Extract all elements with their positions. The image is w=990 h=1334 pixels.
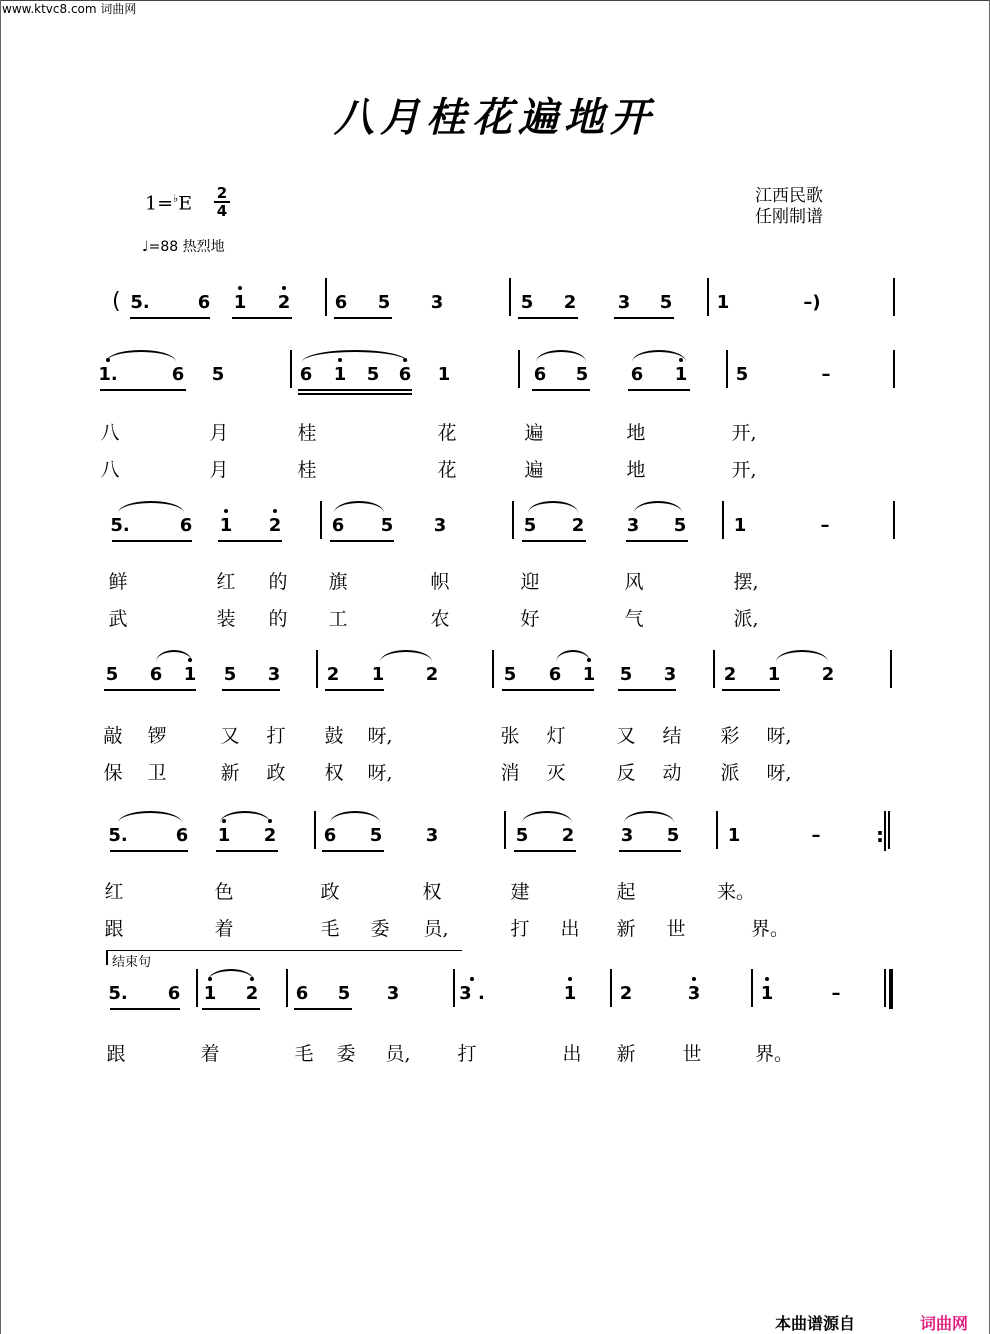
lyric-char: 保: [103, 762, 123, 784]
lyric-char: 鲜: [108, 571, 128, 593]
bar-line: [196, 969, 198, 1007]
note: 2: [277, 292, 291, 313]
slur: [334, 501, 384, 513]
arranger-label: 任刚制谱: [755, 207, 823, 227]
note: 1: [371, 664, 385, 685]
repeat-sign: :: [876, 823, 884, 847]
lyric-char: 开,: [731, 459, 757, 481]
lyric-char: 鼓: [324, 725, 344, 747]
bar-line: [453, 969, 455, 1007]
beam-underline: [618, 689, 676, 691]
note: 6: [323, 825, 337, 846]
note: 1: [727, 825, 741, 846]
lyric-char: 锣: [147, 725, 167, 747]
note: 5: [211, 364, 225, 385]
lyric-char: 跟: [104, 918, 124, 940]
beam-underline: [722, 689, 780, 691]
high-octave-dot: [765, 977, 769, 981]
lyric-char: 开,: [731, 422, 757, 444]
beam-underline: [325, 689, 384, 691]
lyric-char: 月: [209, 422, 229, 444]
lyric-char: 月: [209, 459, 229, 481]
high-octave-dot: [282, 286, 286, 290]
lyric-char: 毛: [294, 1043, 314, 1065]
tempo-marking: ♩=88 热烈地: [142, 239, 225, 255]
left-border: [0, 0, 1, 1334]
lyric-char: 地: [626, 459, 646, 481]
lyric-char: 建: [510, 881, 530, 903]
beam-underline: [298, 393, 412, 395]
slur: [624, 811, 674, 823]
note: 6: [179, 515, 193, 536]
bar-line: [518, 350, 520, 388]
beam-underline: [532, 389, 590, 391]
note: 3: [386, 983, 400, 1004]
note: 5: [575, 364, 589, 385]
slur: [632, 350, 686, 362]
beam-underline: [322, 850, 384, 852]
lyric-char: 武: [108, 608, 128, 630]
note: 2: [263, 825, 277, 846]
note: 1: [563, 983, 577, 1004]
note: 3: [620, 825, 634, 846]
lyric-char: 红: [104, 881, 124, 903]
lyric-char: 结: [662, 725, 682, 747]
beam-underline: [232, 317, 292, 319]
bar-line: [884, 969, 886, 1007]
ending-label: 结束句: [112, 955, 152, 970]
bar-line: [726, 350, 728, 388]
key-signature: 1=♭E: [145, 192, 193, 215]
lyric-char: 工: [328, 608, 348, 630]
footer-source: 本曲谱源自: [775, 1314, 856, 1333]
note: 5: [673, 515, 687, 536]
note: 6: [630, 364, 644, 385]
lyric-char: 反: [616, 762, 636, 784]
slur: [220, 811, 270, 823]
lyric-char: 敲: [103, 725, 123, 747]
slur: [528, 501, 578, 513]
lyric-char: 政: [266, 762, 286, 784]
beam-underline: [334, 317, 392, 319]
lyric-char: 派: [720, 762, 740, 784]
footer-brand: 词曲网: [920, 1314, 969, 1333]
note: 6: [548, 664, 562, 685]
high-octave-dot: [273, 509, 277, 513]
beam-underline: [148, 689, 196, 691]
note: 6: [197, 292, 211, 313]
lyric-char: 世: [682, 1043, 702, 1065]
bar-line: [504, 811, 506, 849]
top-border: [0, 0, 990, 1]
lyric-char: 委: [370, 918, 390, 940]
note: 5: [369, 825, 383, 846]
high-octave-dot: [470, 977, 474, 981]
note: 6: [175, 825, 189, 846]
lyric-char: 界。: [750, 918, 790, 940]
note: 2: [245, 983, 259, 1004]
beam-underline: [216, 850, 278, 852]
note: 6: [533, 364, 547, 385]
high-octave-dot: [238, 286, 242, 290]
note: 5: [105, 664, 119, 685]
beam-underline: [614, 317, 674, 319]
lyric-char: 新: [220, 762, 240, 784]
high-octave-dot: [692, 977, 696, 981]
note: –: [820, 515, 830, 536]
ending-bracket: [106, 950, 462, 965]
slur: [208, 969, 254, 981]
lyric-char: 呀,: [367, 762, 393, 784]
beam-underline: [110, 1008, 180, 1010]
bar-line: [890, 650, 892, 688]
lyric-char: 新: [616, 918, 636, 940]
slur: [106, 350, 176, 362]
bar-line: [893, 501, 895, 539]
lyric-char: 地: [626, 422, 646, 444]
note: 1: [203, 983, 217, 1004]
lyric-char: 卫: [147, 762, 167, 784]
lyric-char: 员,: [385, 1043, 411, 1065]
note: 3: [425, 825, 439, 846]
note: 1: [437, 364, 451, 385]
note: 6: [171, 364, 185, 385]
lyric-char: 帜: [430, 571, 450, 593]
note: 3: [663, 664, 677, 685]
lyric-char: 八: [100, 422, 120, 444]
beam-underline: [112, 540, 192, 542]
bar-line: [888, 811, 890, 849]
slur: [330, 811, 380, 823]
lyric-char: 派,: [733, 608, 759, 630]
beam-underline: [130, 317, 210, 319]
note: 1: [733, 515, 747, 536]
lyric-char: 迎: [520, 571, 540, 593]
note: 1: [582, 664, 596, 685]
note: 6: [299, 364, 313, 385]
note: –: [821, 364, 831, 385]
lyric-char: 灭: [546, 762, 566, 784]
lyric-char: 红: [216, 571, 236, 593]
lyric-char: 政: [320, 881, 340, 903]
note: 5: [503, 664, 517, 685]
bar-line: [893, 278, 895, 316]
lyric-char: 打: [457, 1043, 477, 1065]
note: 2: [561, 825, 575, 846]
lyric-char: 桂: [297, 459, 317, 481]
slur: [118, 811, 182, 823]
note: 5.: [110, 515, 130, 536]
beam-underline: [619, 850, 681, 852]
lyric-char: 来。: [716, 881, 756, 903]
note: 1: [767, 664, 781, 685]
note: 2: [619, 983, 633, 1004]
lyric-char: 的: [268, 608, 288, 630]
lyric-char: 八: [100, 459, 120, 481]
open-paren: (: [112, 289, 121, 314]
page-title: 八月桂花遍地开: [334, 94, 656, 141]
slur: [522, 811, 572, 823]
note: 1: [183, 664, 197, 685]
note: 1: [716, 292, 730, 313]
note: 3: [617, 292, 631, 313]
lyric-char: 出: [562, 1043, 582, 1065]
lyric-char: 又: [220, 725, 240, 747]
lyric-char: 消: [500, 762, 520, 784]
genre-label: 江西民歌: [755, 186, 823, 206]
note: 5: [377, 292, 391, 313]
bar-line: [512, 501, 514, 539]
lyric-char: 旗: [328, 571, 348, 593]
note: 1.: [98, 364, 118, 385]
slur: [156, 650, 192, 662]
slur: [536, 350, 586, 362]
bar-line: [893, 350, 895, 388]
note: 2: [821, 664, 835, 685]
high-octave-dot: [224, 509, 228, 513]
beam-underline: [518, 317, 578, 319]
note: 5: [659, 292, 673, 313]
lyric-char: 界。: [754, 1043, 794, 1065]
note: 2: [268, 515, 282, 536]
note: 5: [619, 664, 633, 685]
lyric-char: 气: [624, 608, 644, 630]
lyric-char: 农: [430, 608, 450, 630]
note: –): [803, 292, 821, 313]
final-bar-thick: [889, 969, 893, 1009]
note: 5: [366, 364, 380, 385]
credits: [755, 186, 823, 228]
high-octave-dot: [568, 977, 572, 981]
note: 5: [523, 515, 537, 536]
lyric-char: 着: [200, 1043, 220, 1065]
beam-underline: [100, 389, 186, 391]
lyric-char: 装: [216, 608, 236, 630]
beam-underline: [222, 689, 280, 691]
beam-underline: [298, 389, 412, 391]
note: 2: [563, 292, 577, 313]
note: 1: [674, 364, 688, 385]
note: 2: [571, 515, 585, 536]
lyric-char: 打: [266, 725, 286, 747]
lyric-char: 彩: [720, 725, 740, 747]
lyric-char: 摆,: [733, 571, 759, 593]
lyric-char: 着: [214, 918, 234, 940]
lyric-char: 风: [624, 571, 644, 593]
bar-line: [716, 811, 718, 849]
lyric-char: 的: [268, 571, 288, 593]
slur: [776, 650, 828, 662]
lyric-char: 员,: [423, 918, 449, 940]
beam-underline: [628, 389, 690, 391]
bar-line: [751, 969, 753, 1007]
slur: [380, 650, 432, 662]
slur: [556, 650, 590, 662]
note: 3: [267, 664, 281, 685]
beam-underline: [330, 540, 394, 542]
note: 5: [223, 664, 237, 685]
note: 6: [398, 364, 412, 385]
bar-line: [325, 278, 327, 316]
note: 5: [380, 515, 394, 536]
note: 3 .: [459, 983, 485, 1004]
lyric-char: 呀,: [367, 725, 393, 747]
note: 1: [760, 983, 774, 1004]
note: 1: [333, 364, 347, 385]
bar-line: [713, 650, 715, 688]
note: 2: [326, 664, 340, 685]
beam-underline: [202, 1008, 260, 1010]
bar-line: [316, 650, 318, 688]
bar-line: [722, 501, 724, 539]
note: 5.: [130, 292, 150, 313]
note: –: [831, 983, 841, 1004]
note: 5: [520, 292, 534, 313]
note: 1: [217, 825, 231, 846]
note: 5.: [108, 983, 128, 1004]
lyric-char: 动: [662, 762, 682, 784]
bar-line: [610, 969, 612, 1007]
lyric-char: 打: [510, 918, 530, 940]
lyric-char: 遍: [524, 459, 544, 481]
note: 6: [334, 292, 348, 313]
beam-underline: [626, 540, 688, 542]
note: 3: [430, 292, 444, 313]
lyric-char: 呀,: [766, 762, 792, 784]
lyric-char: 张: [500, 725, 520, 747]
beam-underline: [294, 1008, 352, 1010]
note: 2: [723, 664, 737, 685]
note: –: [811, 825, 821, 846]
note: 6: [167, 983, 181, 1004]
lyric-char: 桂: [297, 422, 317, 444]
lyric-char: 毛: [320, 918, 340, 940]
slur: [302, 350, 408, 362]
note: 2: [425, 664, 439, 685]
lyric-char: 新: [616, 1043, 636, 1065]
note: 6: [295, 983, 309, 1004]
time-signature: 2 4: [214, 186, 230, 218]
beam-underline: [110, 850, 188, 852]
lyric-char: 权: [422, 881, 442, 903]
bar-line: [314, 811, 316, 849]
note: 3: [433, 515, 447, 536]
lyric-char: 起: [616, 881, 636, 903]
note: 1: [219, 515, 233, 536]
note: 3: [687, 983, 701, 1004]
lyric-char: 世: [666, 918, 686, 940]
beam-underline: [514, 850, 576, 852]
note: 5: [337, 983, 351, 1004]
lyric-char: 色: [214, 881, 234, 903]
note: 6: [149, 664, 163, 685]
bar-line: [509, 278, 511, 316]
bar-line: [286, 969, 288, 1007]
lyric-char: 花: [437, 422, 457, 444]
note: 3: [626, 515, 640, 536]
slur: [634, 501, 682, 513]
note: 5: [735, 364, 749, 385]
note: 5: [666, 825, 680, 846]
slur: [118, 501, 184, 513]
lyric-char: 花: [437, 459, 457, 481]
bar-line: [290, 350, 292, 388]
lyric-char: 又: [616, 725, 636, 747]
note: 5: [515, 825, 529, 846]
beam-underline: [218, 540, 282, 542]
lyric-char: 委: [336, 1043, 356, 1065]
lyric-char: 跟: [106, 1043, 126, 1065]
beam-underline: [522, 540, 586, 542]
bar-line: [492, 650, 494, 688]
lyric-char: 遍: [524, 422, 544, 444]
bar-line: [707, 278, 709, 316]
lyric-char: 权: [324, 762, 344, 784]
repeat-end-bar: [884, 811, 886, 851]
lyric-char: 好: [520, 608, 540, 630]
site-header: www.ktvc8.com 词曲网: [2, 2, 137, 16]
note: 6: [331, 515, 345, 536]
bar-line: [320, 501, 322, 539]
lyric-char: 呀,: [766, 725, 792, 747]
beam-underline: [547, 689, 594, 691]
note: 1: [233, 292, 247, 313]
lyric-char: 出: [560, 918, 580, 940]
note: 5.: [108, 825, 128, 846]
lyric-char: 灯: [546, 725, 566, 747]
